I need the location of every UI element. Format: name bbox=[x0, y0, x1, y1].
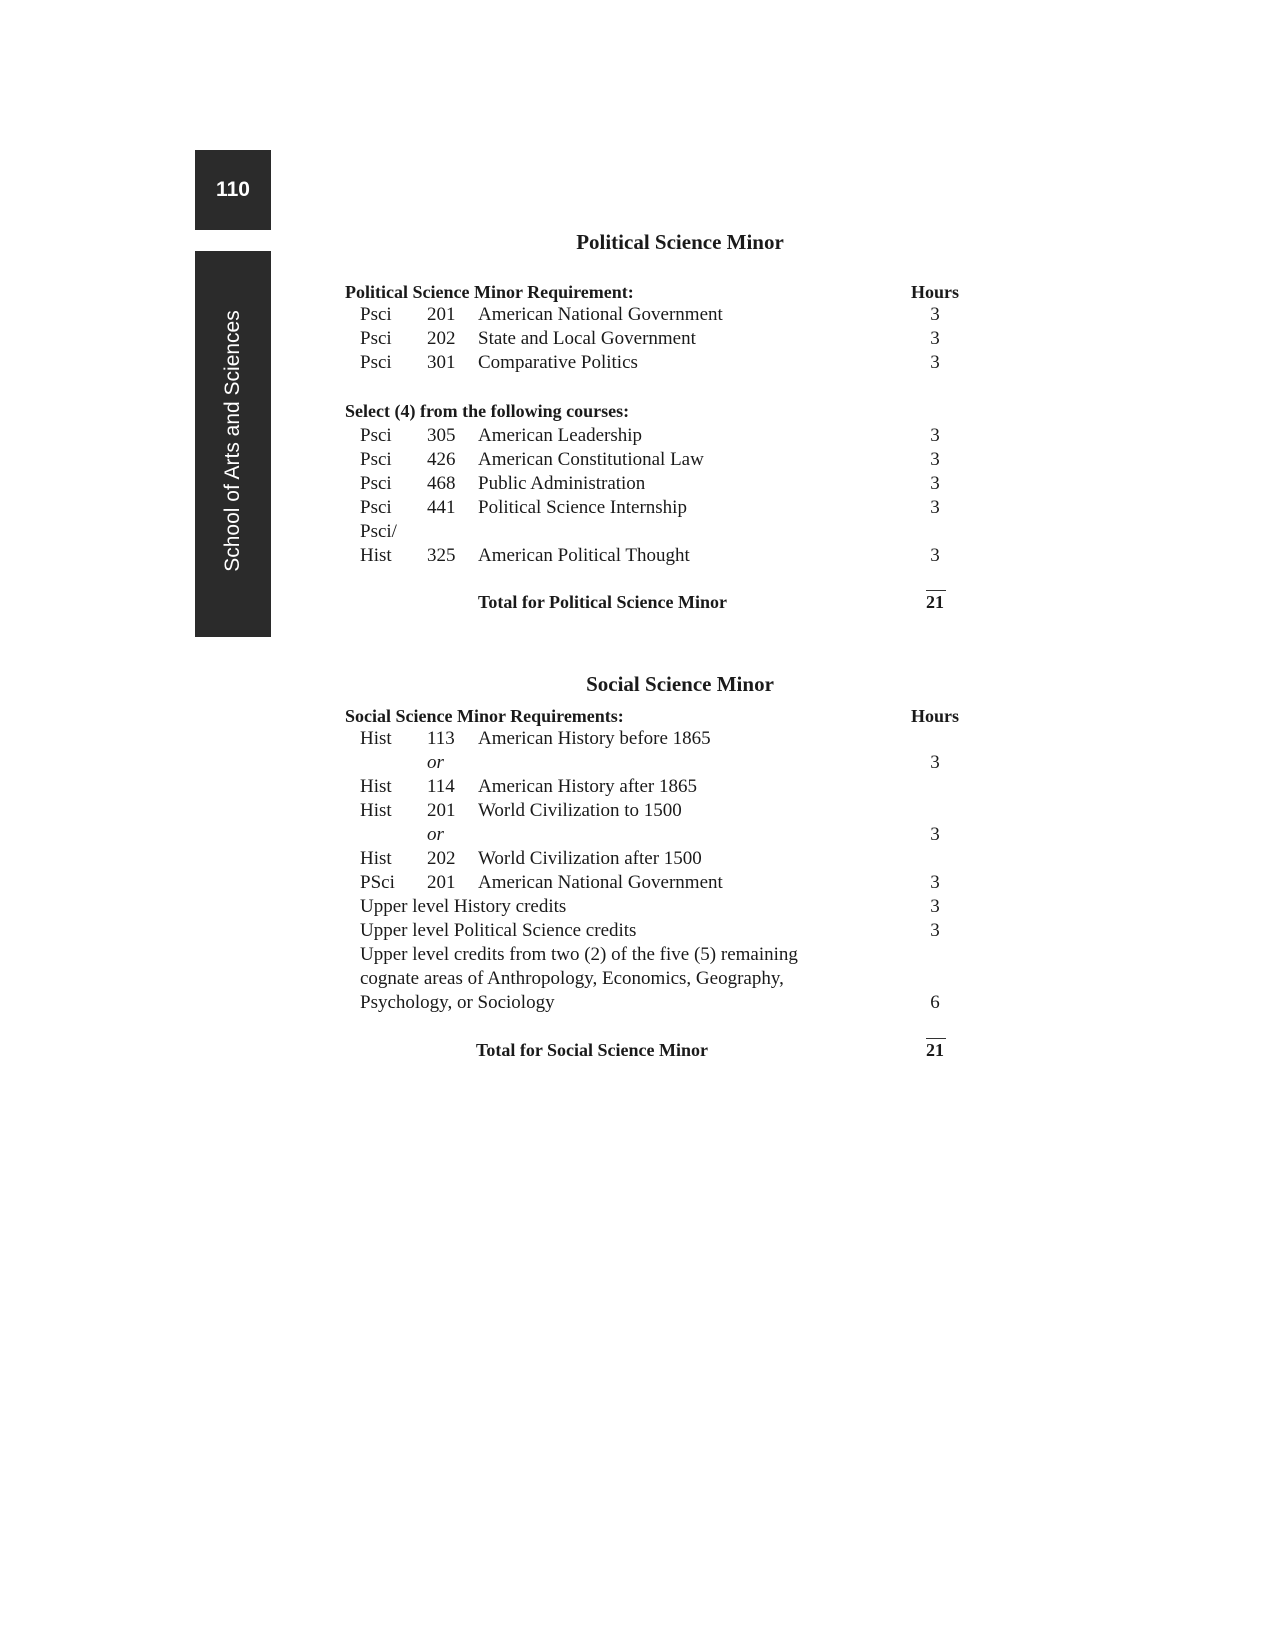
course-title: American History before 1865 bbox=[478, 728, 711, 749]
or-connector: or bbox=[427, 752, 444, 773]
course-number: 114 bbox=[427, 776, 455, 797]
page-number: 110 bbox=[216, 178, 250, 201]
course-hours: 6 bbox=[930, 992, 940, 1013]
credit-row bbox=[0, 895, 1275, 919]
poli-total-hours: 21 bbox=[926, 592, 944, 612]
course-hours: 3 bbox=[930, 449, 940, 470]
course-hours: 3 bbox=[930, 545, 940, 566]
course-row bbox=[0, 544, 1275, 568]
page-number-tab bbox=[195, 150, 271, 230]
course-number: 201 bbox=[427, 800, 456, 821]
course-row bbox=[0, 871, 1275, 895]
course-title: State and Local Government bbox=[478, 328, 696, 349]
or-connector: or bbox=[427, 824, 444, 845]
course-hours: 3 bbox=[930, 824, 940, 845]
course-title: Public Administration bbox=[478, 473, 646, 494]
course-hours: 3 bbox=[930, 752, 940, 773]
course-row bbox=[0, 727, 1275, 751]
political-science-minor-title: Political Science Minor bbox=[576, 230, 784, 254]
social-science-minor-title: Social Science Minor bbox=[586, 672, 774, 696]
course-title: American National Government bbox=[478, 872, 723, 893]
course-dept: Psci bbox=[360, 449, 392, 470]
course-row bbox=[0, 327, 1275, 351]
course-dept: Psci bbox=[360, 304, 392, 325]
course-row bbox=[0, 847, 1275, 871]
poli-total-label: Total for Political Science Minor bbox=[478, 592, 727, 612]
course-hours: 3 bbox=[930, 328, 940, 349]
course-row bbox=[0, 823, 1275, 847]
course-row bbox=[0, 448, 1275, 472]
course-dept: Hist bbox=[360, 728, 392, 749]
soc-hours-heading: Hours bbox=[910, 706, 959, 726]
course-dept: Hist bbox=[360, 800, 392, 821]
course-number: 301 bbox=[427, 352, 456, 373]
course-hours: 3 bbox=[930, 872, 940, 893]
course-hours: 3 bbox=[930, 896, 940, 917]
course-title: Comparative Politics bbox=[478, 352, 638, 373]
course-row bbox=[0, 520, 1275, 544]
course-dept: Psci bbox=[360, 328, 392, 349]
course-title: American National Government bbox=[478, 304, 723, 325]
poli-hours-heading: Hours bbox=[910, 282, 959, 302]
poli-select-heading: Select (4) from the following courses: bbox=[345, 401, 630, 421]
course-number: 201 bbox=[427, 304, 456, 325]
course-row bbox=[0, 775, 1275, 799]
course-dept: Psci bbox=[360, 473, 392, 494]
course-number: 441 bbox=[427, 497, 456, 518]
course-hours: 3 bbox=[930, 352, 940, 373]
course-title: American History after 1865 bbox=[478, 776, 697, 797]
course-row bbox=[0, 799, 1275, 823]
course-hours: 3 bbox=[930, 473, 940, 494]
soc-total-hours: 21 bbox=[926, 1040, 944, 1060]
course-row bbox=[0, 424, 1275, 448]
soc-total-label: Total for Social Science Minor bbox=[476, 1040, 708, 1060]
credit-description: Upper level Political Science credits bbox=[360, 920, 637, 941]
course-row bbox=[0, 303, 1275, 327]
course-title: American Political Thought bbox=[478, 545, 690, 566]
credit-row bbox=[0, 943, 1275, 967]
course-row bbox=[0, 496, 1275, 520]
course-dept: Hist bbox=[360, 848, 392, 869]
credit-description: Psychology, or Sociology bbox=[360, 992, 555, 1013]
course-title: World Civilization after 1500 bbox=[478, 848, 702, 869]
course-dept: Hist bbox=[360, 545, 392, 566]
course-title: Political Science Internship bbox=[478, 497, 687, 518]
course-dept: Psci bbox=[360, 352, 392, 373]
course-row bbox=[0, 751, 1275, 775]
credit-description: cognate areas of Anthropology, Economics, Geography, bbox=[360, 968, 784, 989]
course-number: 201 bbox=[427, 872, 456, 893]
course-hours: 3 bbox=[930, 425, 940, 446]
course-title: World Civilization to 1500 bbox=[478, 800, 682, 821]
soc-requirement-heading: Social Science Minor Requirements: bbox=[345, 706, 624, 726]
credit-description: Upper level History credits bbox=[360, 896, 567, 917]
course-hours: 3 bbox=[930, 304, 940, 325]
course-dept: Psci bbox=[360, 425, 392, 446]
poli-requirement-heading: Political Science Minor Requirement: bbox=[345, 282, 634, 302]
course-number: 426 bbox=[427, 449, 456, 470]
course-hours: 3 bbox=[930, 497, 940, 518]
course-number: 325 bbox=[427, 545, 456, 566]
course-number: 305 bbox=[427, 425, 456, 446]
credit-row bbox=[0, 919, 1275, 943]
credit-row bbox=[0, 967, 1275, 991]
course-number: 113 bbox=[427, 728, 455, 749]
course-title: American Constitutional Law bbox=[478, 449, 704, 470]
course-hours: 3 bbox=[930, 920, 940, 941]
course-number: 202 bbox=[427, 328, 456, 349]
course-dept: PSci bbox=[360, 872, 395, 893]
course-dept: Hist bbox=[360, 776, 392, 797]
section-side-label: School of Arts and Sciences bbox=[221, 310, 244, 572]
course-row bbox=[0, 351, 1275, 375]
course-number: 468 bbox=[427, 473, 456, 494]
course-title: American Leadership bbox=[478, 425, 643, 446]
course-number: 202 bbox=[427, 848, 456, 869]
credit-row bbox=[0, 991, 1275, 1015]
credit-description: Upper level credits from two (2) of the five (5) remaining bbox=[360, 944, 798, 965]
course-dept: Psci bbox=[360, 497, 392, 518]
course-row bbox=[0, 472, 1275, 496]
course-dept-crosslist: Psci/ bbox=[360, 521, 397, 542]
